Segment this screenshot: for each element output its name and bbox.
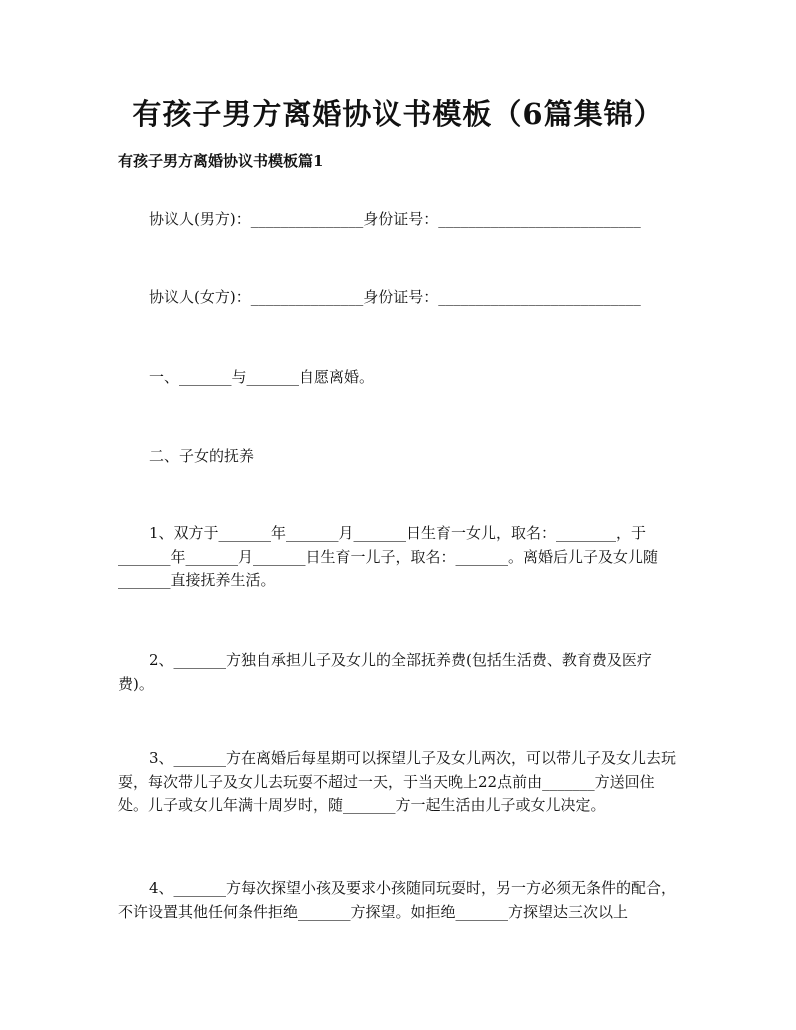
clause-3: 3、_______方在离婚后每星期可以探望儿子及女儿两次，可以带儿子及女儿去玩耍，每次带儿子及女儿去玩耍不超过一天，于当天晚上22点前由_______方送回住处。儿子或女儿年满十周岁时，随_______方一起生活由儿子或女儿决定。 — [118, 749, 677, 814]
party-female-line: 协议人(女方)：_______________身份证号：___________________________ — [149, 288, 641, 306]
document-title: 有孩子男方离婚协议书模板（6篇集锦） — [132, 97, 664, 131]
section-heading: 有孩子男方离婚协议书模板篇1 — [118, 152, 324, 170]
clause-divorce: 一、_______与_______自愿离婚。 — [149, 368, 375, 386]
clause-2: 2、_______方独自承担儿子及女儿的全部抚养费(包括生活费、教育费及医疗费)。 — [118, 651, 652, 693]
clause-1: 1、双方于_______年_______月_______日生育一女儿，取名：________，于_______年_______月_______日生育一儿子，取名：_______。离婚后儿子及女儿随_______直接抚养生活。 — [118, 524, 659, 589]
party-male-line: 协议人(男方)：_______________身份证号：___________________________ — [149, 210, 641, 228]
clause-child-custody-heading: 二、子女的抚养 — [149, 447, 255, 465]
clause-4: 4、_______方每次探望小孩及要求小孩随同玩耍时，另一方必须无条件的配合，不许设置其他任何条件拒绝_______方探望。如拒绝_______方探望达三次以上 — [118, 879, 677, 921]
